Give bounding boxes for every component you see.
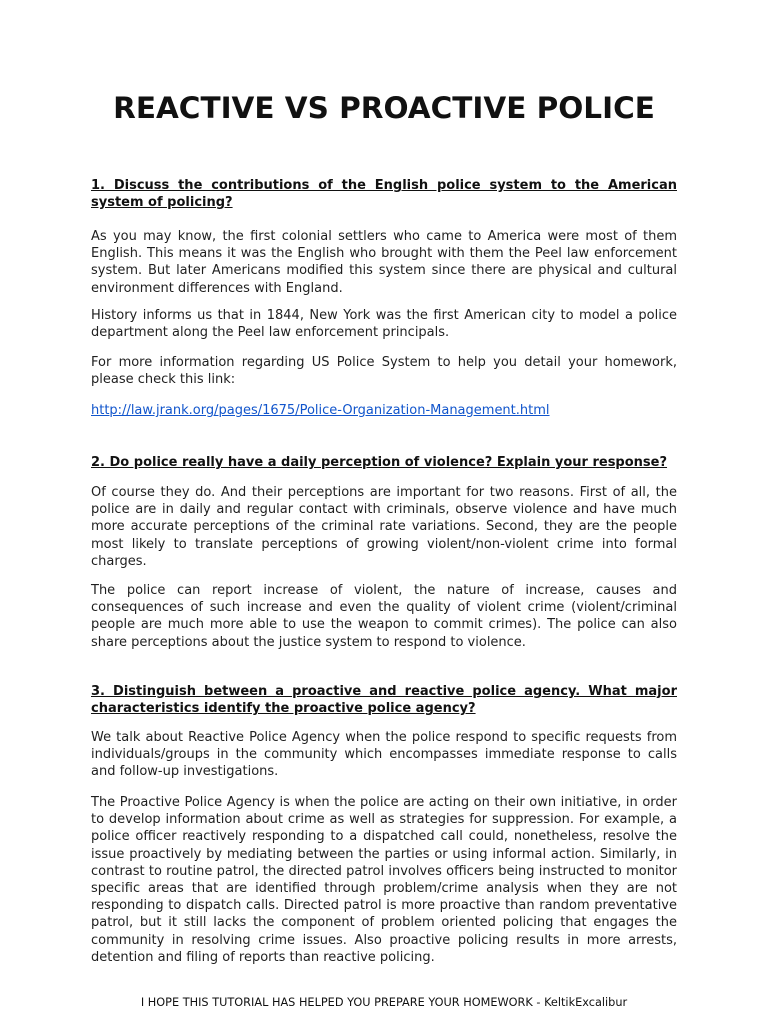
question-1: 1. Discuss the contributions of the English police system to the American system of policing? (91, 178, 677, 211)
section-1-paragraph-1: As you may know, the first colonial settlers who came to America were most of them English. This means it was the English who brought with them the Peel law enforcement system. But later Americans modified this system since there are physical and cultural environment differences with England. (91, 229, 677, 296)
section-1-paragraph-3: For more information regarding US Police System to help you detail your homework, please check this link: (91, 355, 677, 388)
document-title: REACTIVE VS PROACTIVE POLICE (113, 91, 655, 125)
section-2-paragraph-2: The police can report increase of violent, the nature of increase, causes and consequences of such increase and even the quality of violent crime (violent/criminal people are much more able to use the weapon to commit crimes). The police can also share perceptions about the justice system to respond to violence. (91, 583, 677, 650)
section-1-paragraph-2: History informs us that in 1844, New York was the first American city to model a police department along the Peel law enforcement principals. (91, 308, 677, 341)
question-3: 3. Distinguish between a proactive and reactive police agency. What major characteristics identify the proactive police agency? (91, 684, 677, 717)
footer-note: I HOPE THIS TUTORIAL HAS HELPED YOU PREPARE YOUR HOMEWORK - KeltikExcalibur (140, 996, 628, 1009)
section-3-paragraph-2: The Proactive Police Agency is when the police are acting on their own initiative, in order to develop information about crime as well as strategies for suppression. For example, a police officer reactively responding to a dispatched call could, nonetheless, resolve the issue proactively by mediating between the parties or using informal action. Similarly, in contrast to routine patrol, the directed patrol involves officers being instructed to monitor specific areas that are identified through problem/crime analysis when they are not responding to dispatch calls. Directed patrol is more proactive than random preventative patrol, but it still lacks the component of problem oriented policing that engages the community in resolving crime issues. Also proactive policing results in more arrests, detention and filing of reports than reactive policing. (91, 795, 677, 965)
question-2: 2. Do police really have a daily perception of violence? Explain your response? (91, 455, 668, 470)
section-3-paragraph-1: We talk about Reactive Police Agency when the police respond to specific requests from individuals/groups in the community which encompasses immediate response to calls and follow-up investigations. (91, 730, 677, 780)
police-organization-link[interactable]: http://law.jrank.org/pages/1675/Police-Organization-Management.html (91, 403, 550, 418)
section-2-paragraph-1: Of course they do. And their perceptions are important for two reasons. First of all, the police are in daily and regular contact with criminals, observe violence and have much more accurate perceptions of the criminal rate variations. Second, they are the people most likely to translate perceptions of growing violent/non-violent crime into formal charges. (91, 485, 677, 569)
